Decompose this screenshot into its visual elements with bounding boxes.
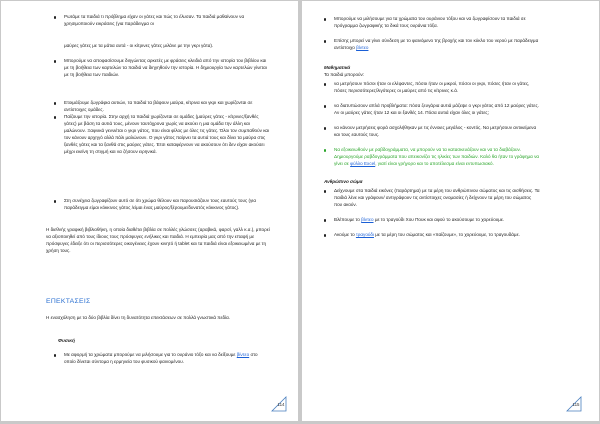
list-item: Στη συνέχεια ζωγραφίζουν αυτό σε ότι χρώμα θέλουν και παρουσιάζουν τους εαυτούς τους (για παράδειγμα είμαι κόκκινος γάτος /είμαι ένας μαύρος/ξέρουμε/δυνατός κόκκινος γάτος).	[64, 198, 270, 212]
song-link[interactable]: τραγούδι	[355, 232, 374, 237]
list-item: Δείχνουμε στα παιδιά εικόνες (παράρτημα) με τα μέρη του ανθρώπινου σώματος και τις αισθήσεις. Τα παιδιά λένε και γράφουν/ αντιγράφουν τις αντίστοιχες ονομασίες ή δείχνουν τα μέρη του σώματος που ακούν.	[334, 188, 540, 209]
section-heading: ΕΠΕΚΤΑΣΕΙΣ	[46, 298, 91, 305]
section-subheading: Μαθηματικά	[324, 65, 351, 70]
intro-text: Η ενασχόληση με τα δύο βιβλία δίνει τη δυνατότητα επεκτάσεων σε πολλά γνωστικά πεδία.	[46, 315, 231, 320]
excel-link[interactable]: φύλλο Excel	[350, 160, 376, 166]
list-item: Βλέπουμε το βίντεο με το τραγούδι Χου Πουκ και αφού το ακούσουμε το χορεύουμε.	[334, 217, 540, 224]
list-item: να κάνουν μετρήσεις φορά ασχολήθηκαν με τις έννοιες μεγάλος - κοντός. Να μετρήσουν αντικείμενα και τους εαυτούς τους.	[334, 125, 540, 139]
list-item: Ρωτάμε τα παιδιά τι πρόβλημα είχαν οι γάτες και πώς το έλυσαν. Τα παιδιά μαθαίνουν να χρησιμοποιούν εικράσεις (για παράδειγμα οι	[64, 14, 270, 28]
list-item: Παίζουμε την ιστορία. Στην αρχή τα παιδιά χωρίζονται σε ομάδες (μαύρες γάτες - κίτρινες/ξανθές γάτες) με βάση τα αυτιά τους, μένουν ταυτόχρονα χωρίς να ακούει η μια ομάδα την άλλη και μαλώνουν. Ξαφνικά γεννιέται ο γκρι γάτος, που είναι φίλος με όλες τις γάτες. Όλοι τον συμπαθούν και τον κάνουν αρχηγό αλλά πάλι μαλώνουν. Ο γκρι γάτος παίρνει τα αυτιά τους και δίνει τα μαύρα στις ξανθές γάτες και τα ξανθά στις μαύρες γάτες. Έτσι καταφέρνουν να ακούσουν ότι δεν είχαν ακούσει μέχρι εκείνη τη στιγμή και να ζήσουν ειρηνικά.	[64, 114, 270, 155]
list-item-continuation: μαύρες γάτες με τα μάτια αυτά - οι κίτρινες γάτες μιλάνε με την γκρι γάτα).	[64, 43, 214, 48]
list-item: Μπορούμε να αποφασίσουμε διηγώντας αρκετές με φράσεις κλειδιά από την ιστορία του βιβλίου και με τη βοήθεια των καρτελών τα παιδιά να διηγηθούν την ιστορία. Η δημιουργία των καρτελών γίνεται με τη βοήθεια των παιδιών.	[64, 58, 270, 79]
video-link[interactable]: βίντεο	[236, 352, 250, 357]
list-item: Ετοιμάζουμε ζωγράφια αυτιών, τα παιδιά τα βάφουν μαύρα, κίτρινα και γκρι και χωρίζονται σε αντίστοιχες ομάδες.	[64, 100, 270, 114]
video-link[interactable]: βίντεο	[361, 217, 374, 222]
page-number: 114	[271, 396, 287, 412]
list-item: να μετρήσουν πόσοι ήταν οι ελέφαντες, πόσοι ήταν οι μικροί, πόσοι οι γκρι, πόσες ήταν οι γάτες, πόσες περισσότερες/λιγότερες οι μαύρες από τις κίτρινες κ.ά.	[334, 81, 540, 95]
list-item: Με αφορμή τα χρώματα μπορούμε να μιλήσουμε για το ουράνιο τόξο και να δείξουμε βίντεο στο οποίο δίνεται σύντομα η ερμηνεία του φυσικού φαινομένου.	[64, 352, 270, 366]
body-paragraph: Η διεθνής γραφική βιβλιοθήκη, η οποία διαθέτει βιβλία σε πολλές γλώσσες (αραβικά, φαρσί, γαλλ κ.α.), μπορεί να αξιοποιηθεί από τους ίδιους τους πρόσφυγες ενήλικες και παιδιά. Η εμπειρία μας από την επαφή με πρόσφυγες έδειξε ότι οι περισσότερες οικογένειες έχουν κινητό ή tablet και τα παιδιά είναι εξοικειωμένα με τη χρήση τους.	[46, 227, 270, 253]
page-number: 115	[566, 396, 582, 412]
section-subheading: Ανθρώπινο σώμα	[324, 179, 363, 184]
subheading: Φυσική	[58, 339, 75, 344]
list-item: να διατυπώσουν απλά προβλήματα: πόσα ζευγάρια αυτιά μάζεψε ο γκρι γάτος από 12 μαύρες γάτες. Αν οι μαύρες γάτες ήταν 12 και οι ξανθές 14. Πόσα αυτιά είχαν όλες οι γάτες;	[334, 103, 540, 117]
list-item: Επίσης μπορεί να γίνει σύνδεση με το φαινόμενο της βροχής και τον κύκλο του νερού με παράδειγμα αντίστοιχο βίντεο	[334, 38, 540, 52]
intro-text: Τα παιδιά μπορούν:	[324, 72, 365, 77]
list-item: Ακούμε το τραγούδι με τα μέρη του σώματος και «παίζουμε», το χορεύουμε, το τραγουδάμε.	[334, 232, 540, 239]
left-page	[1, 1, 298, 421]
video-link[interactable]: βίντεο	[356, 44, 369, 50]
list-item: Να εξοικειωθούν με ραβδογράμματα, να μπορούν να τα κατασκευάζουν και να τα διαβάζουν. Δημιουργούμε ραβδογράμματα που απεικονίζει τις ηλικίες των παιδιών. Καλό θα ήταν το γράφημα να γίνει σε φύλλο Excel, γιατί είναι γρήγορο και το αποτέλεσμα είναι εντυπωσιακό.	[334, 147, 540, 168]
list-item: Μπορούμε να μιλήσουμε για τα χρώματα του ουράνιου τόξου και να ζωγραφίσουν τα παιδιά σε πρόγραμμα ζωγραφικής τα δικά τους ουράνια τόξα.	[334, 16, 540, 30]
right-page	[302, 1, 599, 421]
